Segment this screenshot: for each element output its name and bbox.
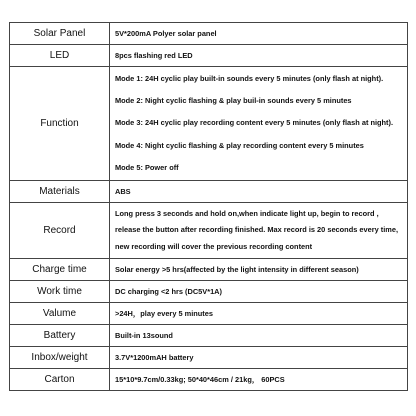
spec-value-charge-time: Solar energy >5 hrs(affected by the light intensity in different season) [110, 259, 408, 281]
function-mode-2: Mode 2: Night cyclic flashing & play buil-in sounds every 5 minutes [115, 96, 352, 106]
spec-row-solar-panel [10, 23, 408, 45]
function-mode-1: Mode 1: 24H cyclic play built-in sounds every 5 minutes (only flash at night). [115, 74, 384, 84]
spec-label-materials: Materials [10, 181, 110, 203]
spec-label-record: Record [10, 203, 110, 259]
spec-label-battery: Battery [10, 325, 110, 347]
spec-row-battery [10, 325, 408, 347]
spec-value-solar-panel: 5V*200mA Polyer solar panel [110, 23, 408, 45]
spec-row-volume [10, 303, 408, 325]
spec-value-function [110, 67, 408, 181]
spec-value-record [110, 203, 408, 259]
spec-row-carton [10, 369, 408, 391]
spec-label-charge-time: Charge time [10, 259, 110, 281]
spec-value-led: 8pcs flashing red LED [110, 45, 408, 67]
spec-value-inbox-weight: 3.7V*1200mAH battery [110, 347, 408, 369]
spec-label-led: LED [10, 45, 110, 67]
spec-row-work-time [10, 281, 408, 303]
spec-table [9, 22, 408, 391]
record-line-3: new recording will cover the previous recording content [115, 241, 313, 251]
spec-value-volume: >24H，play every 5 minutes [110, 303, 408, 325]
spec-label-carton: Carton [10, 369, 110, 391]
spec-row-inbox-weight [10, 347, 408, 369]
spec-label-solar-panel: Solar Panel [10, 23, 110, 45]
record-line-2: release the button after recording finished. Max record is 20 seconds every time, [115, 225, 398, 235]
spec-label-function: Function [10, 67, 110, 181]
spec-row-materials [10, 181, 408, 203]
record-line-1: Long press 3 seconds and hold on,when indicate light up, begin to record , [115, 208, 379, 218]
function-mode-3: Mode 3: 24H cyclic play recording content every 5 minutes (only flash at night). [115, 118, 394, 128]
spec-value-work-time: DC charging <2 hrs (DC5V*1A) [110, 281, 408, 303]
spec-label-inbox-weight: Inbox/weight [10, 347, 110, 369]
function-mode-5: Mode 5: Power off [115, 162, 179, 172]
spec-value-materials: ABS [110, 181, 408, 203]
spec-label-work-time: Work time [10, 281, 110, 303]
spec-value-battery: Built-in 13sound [110, 325, 408, 347]
spec-label-volume: Valume [10, 303, 110, 325]
spec-row-led [10, 45, 408, 67]
spec-row-record [10, 203, 408, 259]
function-mode-4: Mode 4: Night cyclic flashing & play recording content every 5 minutes [115, 140, 364, 150]
spec-row-function [10, 67, 408, 181]
spec-row-charge-time [10, 259, 408, 281]
spec-value-carton: 15*10*9.7cm/0.33kg; 50*40*46cm / 21kg， 60PCS [110, 369, 408, 391]
